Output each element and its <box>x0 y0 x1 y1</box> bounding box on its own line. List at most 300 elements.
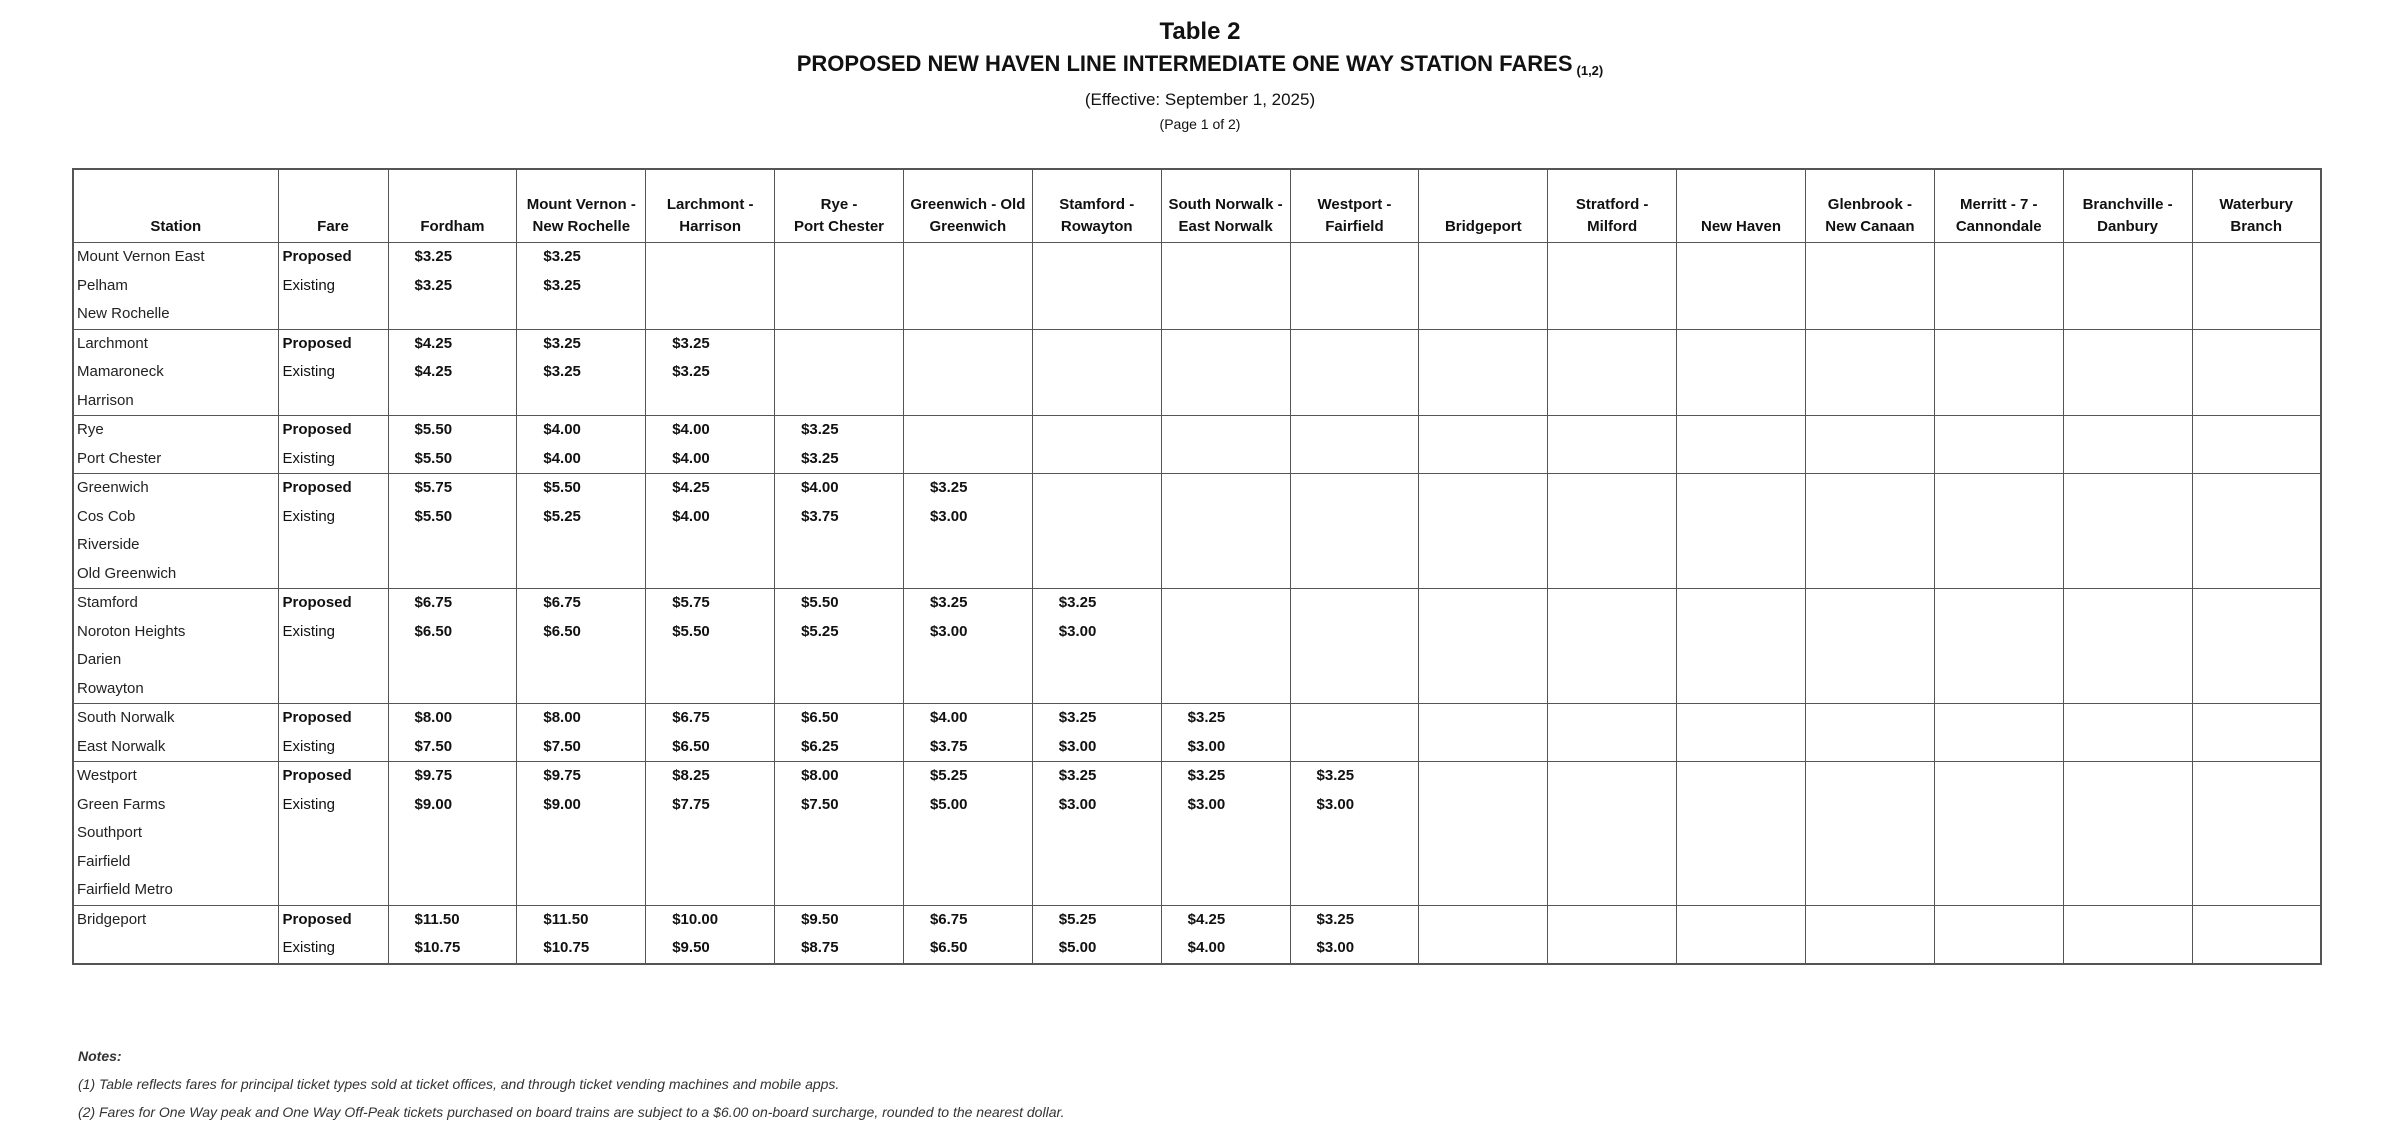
fare-cell <box>2192 243 2321 330</box>
blank-line <box>389 819 517 848</box>
column-header-line: Branch <box>2230 218 2283 235</box>
existing-fare: $3.25 <box>672 363 710 380</box>
blank-line <box>1548 848 1676 877</box>
blank-line <box>1935 243 2063 272</box>
blank-line <box>1033 503 1161 532</box>
blank-line <box>1935 934 2063 963</box>
blank-line <box>1419 819 1547 848</box>
fare-cell <box>2192 905 2321 964</box>
fare-cell <box>1290 905 1419 964</box>
effective-date: (Effective: September 1, 2025) <box>1084 90 1316 109</box>
fare-cell <box>1548 474 1677 589</box>
blank-line <box>2064 733 2192 762</box>
station-name: Green Farms <box>77 795 166 813</box>
blank-line <box>2064 243 2192 272</box>
table-row <box>73 589 2321 704</box>
blank-line <box>1419 675 1547 704</box>
blank-line <box>1291 675 1419 704</box>
blank-line <box>1033 560 1161 589</box>
column-header-line: Stratford - <box>1575 196 1649 213</box>
blank-line <box>1291 733 1419 762</box>
existing-fare: $3.25 <box>801 449 839 467</box>
fare-cell <box>517 762 646 906</box>
fare-cell <box>646 416 775 474</box>
proposed-fare: $5.75 <box>672 594 710 611</box>
fare-table <box>72 168 2322 965</box>
blank-line <box>1419 733 1547 762</box>
blank-line <box>775 387 903 416</box>
proposed-fare: $5.25 <box>929 767 968 784</box>
blank-line <box>1677 934 1805 963</box>
blank-line <box>2064 675 2192 704</box>
blank-line <box>1677 243 1805 272</box>
blank-line <box>1291 445 1419 474</box>
fare-cell <box>388 329 517 416</box>
blank-line <box>1162 330 1290 359</box>
column-header-line: Larchmont - <box>666 196 754 213</box>
blank-line <box>1806 387 1934 416</box>
blank-line <box>1806 646 1934 675</box>
proposed-fare: $4.00 <box>929 709 968 726</box>
column-header <box>1032 169 1161 243</box>
blank-line <box>1548 762 1676 791</box>
fare-cell <box>1032 474 1161 589</box>
fare-cell <box>903 243 1032 330</box>
fare-cell <box>1161 329 1290 416</box>
fare-cell <box>646 474 775 589</box>
blank-line <box>1291 589 1419 618</box>
blank-line <box>517 848 645 877</box>
station-name: Pelham <box>77 276 128 294</box>
fare-label-existing: Existing <box>282 507 336 525</box>
column-header-line: New Haven <box>1701 218 1782 235</box>
proposed-fare: $4.00 <box>801 479 839 496</box>
fare-cell <box>903 329 1032 416</box>
blank-line <box>2064 474 2192 503</box>
blank-line <box>1291 503 1419 532</box>
fare-cell <box>1032 416 1161 474</box>
blank-line <box>1677 531 1805 560</box>
proposed-fare: $6.75 <box>543 594 581 611</box>
blank-line <box>2193 560 2320 589</box>
fare-cell <box>1805 589 1934 704</box>
blank-line <box>1419 300 1547 329</box>
existing-fare: $3.00 <box>1187 795 1226 813</box>
fare-cell <box>775 416 904 474</box>
existing-fare: $3.25 <box>414 276 453 294</box>
existing-fare: $5.25 <box>543 507 581 525</box>
existing-fare: $3.00 <box>1187 737 1226 755</box>
fare-type-cell <box>278 905 388 964</box>
column-header-line: Harrison <box>679 218 741 235</box>
blank-line <box>1677 762 1805 791</box>
fare-cell <box>388 474 517 589</box>
blank-line <box>1677 503 1805 532</box>
blank-line <box>1806 733 1934 762</box>
station-cell <box>73 329 278 416</box>
footnote-ref: (1,2) <box>1576 63 1604 78</box>
fare-cell <box>903 704 1032 762</box>
fare-label-proposed: Proposed <box>282 479 352 496</box>
column-header-line: Danbury <box>2097 218 2159 235</box>
fare-cell <box>1161 474 1290 589</box>
blank-line <box>1548 876 1676 905</box>
blank-line <box>1419 618 1547 647</box>
column-header-line: Mount Vernon - <box>526 196 636 213</box>
blank-line <box>775 358 903 387</box>
blank-line <box>1548 675 1676 704</box>
column-header-line: New Rochelle <box>532 218 631 235</box>
fare-label-proposed: Proposed <box>282 594 352 611</box>
blank-line <box>1935 791 2063 820</box>
fare-cell <box>388 762 517 906</box>
blank-line <box>904 531 1032 560</box>
blank-line <box>904 560 1032 589</box>
station-cell <box>73 905 278 964</box>
proposed-fare: $3.25 <box>1058 767 1097 784</box>
table-title: Table 2 <box>1159 18 1241 45</box>
blank-line <box>1806 589 1934 618</box>
station-name: Harrison <box>77 391 134 409</box>
fare-cell <box>1934 416 2063 474</box>
proposed-fare: $6.75 <box>929 910 968 928</box>
blank-line <box>2193 704 2320 733</box>
fare-cell <box>903 762 1032 906</box>
blank-line <box>1291 704 1419 733</box>
blank-line <box>904 416 1032 445</box>
fare-cell <box>646 905 775 964</box>
blank-line <box>1033 330 1161 359</box>
blank-line <box>1677 589 1805 618</box>
blank-line <box>1935 646 2063 675</box>
fare-cell <box>1161 905 1290 964</box>
existing-fare: $4.00 <box>672 507 710 525</box>
page-indicator: (Page 1 of 2) <box>1159 116 1241 132</box>
existing-fare: $7.50 <box>543 737 581 755</box>
blank-line <box>1419 589 1547 618</box>
fare-type-cell <box>278 416 388 474</box>
column-header-line: Station <box>150 218 202 235</box>
fare-type-cell <box>278 243 388 330</box>
station-name: Noroton Heights <box>77 622 186 640</box>
subtitle-text: PROPOSED NEW HAVEN LINE INTERMEDIATE ONE WAY STATION FARES <box>796 51 1573 76</box>
blank-line <box>1162 272 1290 301</box>
blank-line <box>2193 243 2320 272</box>
blank-line <box>1806 791 1934 820</box>
fare-cell <box>1677 329 1806 416</box>
fare-cell <box>1934 243 2063 330</box>
fare-cell <box>388 416 517 474</box>
blank-line <box>1806 819 1934 848</box>
blank-line <box>1419 762 1547 791</box>
table-body <box>73 243 2321 964</box>
fare-cell <box>1419 474 1548 589</box>
blank-line <box>1419 531 1547 560</box>
blank-line <box>1548 646 1676 675</box>
existing-fare: $3.25 <box>543 276 581 294</box>
station-name: Riverside <box>77 536 140 553</box>
proposed-fare: $5.50 <box>414 421 453 438</box>
existing-fare: $6.50 <box>414 622 453 640</box>
fare-cell <box>2063 416 2192 474</box>
blank-line <box>2064 531 2192 560</box>
blank-line <box>1033 445 1161 474</box>
existing-fare: $3.25 <box>543 363 581 380</box>
fare-cell <box>1934 329 2063 416</box>
station-name: Westport <box>77 767 137 784</box>
column-header <box>388 169 517 243</box>
blank-line <box>1935 848 2063 877</box>
blank-line <box>517 560 645 589</box>
fare-cell <box>1419 905 1548 964</box>
blank-line <box>1548 358 1676 387</box>
blank-line <box>1548 445 1676 474</box>
table-header-row <box>73 169 2321 243</box>
fare-cell <box>2063 762 2192 906</box>
blank-line <box>1033 646 1161 675</box>
fare-cell <box>775 589 904 704</box>
fare-cell <box>388 905 517 964</box>
fare-cell <box>517 704 646 762</box>
station-cell <box>73 762 278 906</box>
proposed-fare: $8.00 <box>414 709 453 726</box>
fare-label-existing: Existing <box>282 449 336 467</box>
blank-line <box>1162 445 1290 474</box>
proposed-fare: $11.50 <box>543 910 589 928</box>
fare-label-proposed: Proposed <box>282 910 352 928</box>
fare-cell <box>1290 243 1419 330</box>
fare-cell <box>2192 329 2321 416</box>
fare-label-proposed: Proposed <box>282 767 352 784</box>
fare-cell <box>646 589 775 704</box>
fare-cell <box>2063 589 2192 704</box>
blank-line <box>1033 300 1161 329</box>
fare-cell <box>1032 243 1161 330</box>
fare-label-existing: Existing <box>282 737 336 755</box>
station-name: Darien <box>77 651 122 668</box>
blank-line <box>2193 589 2320 618</box>
fare-cell <box>1290 329 1419 416</box>
blank-line <box>1677 848 1805 877</box>
proposed-fare: $3.25 <box>929 479 968 496</box>
fare-cell <box>1290 589 1419 704</box>
fare-cell <box>2192 589 2321 704</box>
blank-line <box>279 560 388 589</box>
table-subtitle <box>0 48 2400 87</box>
existing-fare: $5.50 <box>414 449 453 467</box>
blank-line <box>517 876 645 905</box>
blank-line <box>1677 819 1805 848</box>
station-name: Cos Cob <box>77 507 136 525</box>
existing-fare: $6.25 <box>801 737 839 755</box>
blank-line <box>1806 416 1934 445</box>
blank-line <box>1419 791 1547 820</box>
blank-line <box>1677 358 1805 387</box>
proposed-fare: $5.25 <box>1058 910 1097 928</box>
blank-line <box>904 445 1032 474</box>
blank-line <box>1033 387 1161 416</box>
blank-line <box>1806 300 1934 329</box>
blank-line <box>1548 704 1676 733</box>
blank-line <box>1806 330 1934 359</box>
proposed-fare: $6.50 <box>801 709 839 726</box>
blank-line <box>775 243 903 272</box>
fare-cell <box>1934 474 2063 589</box>
blank-line <box>1548 733 1676 762</box>
blank-line <box>646 876 774 905</box>
blank-line <box>1033 358 1161 387</box>
blank-line <box>1935 474 2063 503</box>
fare-cell <box>1677 416 1806 474</box>
column-header-line: Glenbrook - <box>1827 196 1912 213</box>
existing-fare: $6.50 <box>929 939 968 956</box>
blank-line <box>1935 358 2063 387</box>
fare-cell <box>1161 416 1290 474</box>
existing-fare: $4.25 <box>414 363 453 380</box>
blank-line <box>775 560 903 589</box>
column-header <box>1805 169 1934 243</box>
column-header-line: Branchville - <box>2082 196 2173 213</box>
fare-cell <box>646 704 775 762</box>
fare-cell <box>1934 589 2063 704</box>
blank-line <box>904 387 1032 416</box>
blank-line <box>904 876 1032 905</box>
blank-line <box>389 531 517 560</box>
existing-fare: $7.75 <box>672 795 710 813</box>
blank-line <box>904 300 1032 329</box>
blank-line <box>646 387 774 416</box>
blank-line <box>2193 416 2320 445</box>
column-header <box>1677 169 1806 243</box>
blank-line <box>1419 503 1547 532</box>
blank-line <box>517 531 645 560</box>
blank-line <box>904 358 1032 387</box>
blank-line <box>646 300 774 329</box>
blank-line <box>1033 474 1161 503</box>
existing-fare: $9.50 <box>672 939 710 956</box>
blank-line <box>279 876 388 905</box>
blank-line <box>1419 243 1547 272</box>
existing-fare: $3.00 <box>1316 795 1355 813</box>
blank-line <box>2064 589 2192 618</box>
blank-line <box>2064 819 2192 848</box>
blank-line <box>2064 791 2192 820</box>
existing-fare: $5.50 <box>414 507 453 525</box>
fare-cell <box>1161 589 1290 704</box>
blank-line <box>1291 560 1419 589</box>
fare-cell <box>1290 762 1419 906</box>
proposed-fare: $3.25 <box>929 594 968 611</box>
blank-line <box>2193 330 2320 359</box>
blank-line <box>1162 560 1290 589</box>
blank-line <box>2193 646 2320 675</box>
document-header <box>0 16 2400 135</box>
blank-line <box>1935 416 2063 445</box>
fare-cell <box>2192 474 2321 589</box>
blank-line <box>775 272 903 301</box>
proposed-fare: $9.75 <box>543 767 581 784</box>
fare-cell <box>2192 416 2321 474</box>
blank-line <box>517 300 645 329</box>
note-1: (1) Table reflects fares for principal ticket types sold at ticket offices, and through ticket vending machines and mobile apps. <box>78 1076 840 1092</box>
column-header-line: New Canaan <box>1825 218 1915 235</box>
fare-label-existing: Existing <box>282 363 336 380</box>
blank-line <box>2193 474 2320 503</box>
fare-cell <box>1548 589 1677 704</box>
blank-line <box>1806 675 1934 704</box>
blank-line <box>1419 848 1547 877</box>
blank-line <box>2193 387 2320 416</box>
blank-line <box>1291 387 1419 416</box>
existing-fare: $9.00 <box>543 795 581 813</box>
existing-fare: $7.50 <box>801 795 839 813</box>
column-header <box>278 169 388 243</box>
fare-type-cell <box>278 474 388 589</box>
blank-line <box>279 531 388 560</box>
fare-cell <box>517 329 646 416</box>
blank-line <box>279 848 388 877</box>
fare-type-cell <box>278 704 388 762</box>
blank-line <box>1419 474 1547 503</box>
fare-cell <box>1805 704 1934 762</box>
column-header <box>1161 169 1290 243</box>
fare-cell <box>1677 905 1806 964</box>
proposed-fare: $9.75 <box>414 767 453 784</box>
column-header <box>1290 169 1419 243</box>
blank-line <box>1677 560 1805 589</box>
fare-label-existing: Existing <box>282 795 336 813</box>
table-row <box>73 474 2321 589</box>
proposed-fare: $3.25 <box>672 334 710 352</box>
blank-line <box>1548 387 1676 416</box>
blank-line <box>1806 876 1934 905</box>
existing-fare: $9.00 <box>414 795 453 813</box>
blank-line <box>646 675 774 704</box>
blank-line <box>1033 876 1161 905</box>
blank-line <box>1935 272 2063 301</box>
fare-cell <box>388 589 517 704</box>
blank-line <box>2064 358 2192 387</box>
proposed-fare: $3.25 <box>543 248 581 265</box>
blank-line <box>1677 704 1805 733</box>
blank-line <box>1419 646 1547 675</box>
column-header-line: Milford <box>1587 218 1638 235</box>
fare-cell <box>775 329 904 416</box>
column-header <box>775 169 904 243</box>
blank-line <box>1935 704 2063 733</box>
fare-cell <box>903 416 1032 474</box>
blank-line <box>1033 819 1161 848</box>
proposed-fare: $10.00 <box>672 910 719 928</box>
blank-line <box>2193 934 2320 963</box>
blank-line <box>1935 876 2063 905</box>
existing-fare: $3.75 <box>801 507 839 525</box>
blank-line <box>2064 618 2192 647</box>
blank-line <box>904 675 1032 704</box>
blank-line <box>1548 589 1676 618</box>
blank-line <box>646 560 774 589</box>
blank-line <box>1548 531 1676 560</box>
fare-cell <box>1032 589 1161 704</box>
blank-line <box>1935 589 2063 618</box>
column-header <box>2192 169 2321 243</box>
fare-cell <box>775 474 904 589</box>
blank-line <box>1291 474 1419 503</box>
column-header-line: Bridgeport <box>1444 218 1522 235</box>
blank-line <box>1033 531 1161 560</box>
blank-line <box>279 387 388 416</box>
blank-line <box>1548 272 1676 301</box>
